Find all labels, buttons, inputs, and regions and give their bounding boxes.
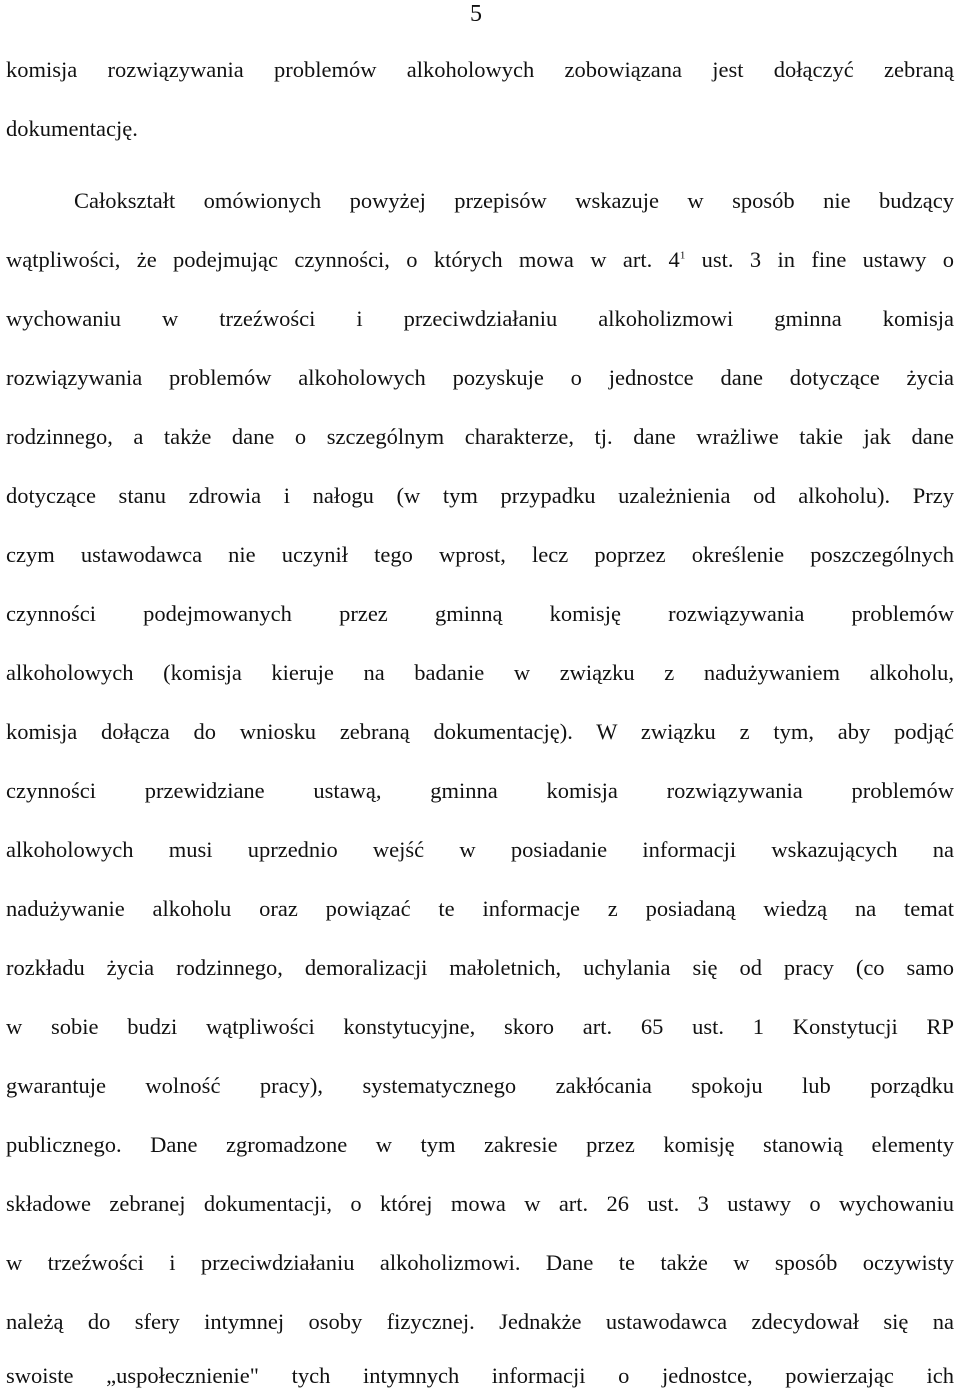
- text-line: alkoholowych (komisja kieruje na badanie w związku z nadużywaniem alkoholu,: [6, 660, 954, 685]
- text-line: rozkładu życia rodzinnego, demoralizacji małoletnich, uchylania się od pracy (co samo: [6, 955, 954, 980]
- text-line: gwarantuje wolność pracy), systematycznego zakłócania spokoju lub porządku: [6, 1073, 954, 1098]
- text-line: wychowaniu w trzeźwości i przeciwdziałaniu alkoholizmowi gminna komisja: [6, 306, 954, 331]
- text-line: czynności podejmowanych przez gminną komisję rozwiązywania problemów: [6, 601, 954, 626]
- text-line: rodzinnego, a także dane o szczególnym charakterze, tj. dane wrażliwe takie jak dane: [6, 424, 954, 449]
- text-line: czym ustawodawca nie uczynił tego wprost, lecz poprzez określenie poszczególnych: [6, 542, 954, 567]
- text-line: [6, 245, 954, 275]
- text-line: dokumentację.: [6, 116, 138, 141]
- text-line: rozwiązywania problemów alkoholowych pozyskuje o jednostce dane dotyczące życia: [6, 365, 954, 390]
- text-segment: wątpliwości, że podejmując czynności, o których mowa w art. 4: [6, 247, 680, 272]
- text-line: komisja dołącza do wniosku zebraną dokumentację). W związku z tym, aby podjąć: [6, 719, 954, 744]
- text-line: w trzeźwości i przeciwdziałaniu alkoholizmowi. Dane te także w sposób oczywisty: [6, 1250, 954, 1275]
- page-number: 5: [470, 1, 482, 27]
- text-line: w sobie budzi wątpliwości konstytucyjne, skoro art. 65 ust. 1 Konstytucji RP: [6, 1014, 954, 1039]
- text-line: dotyczące stanu zdrowia i nałogu (w tym przypadku uzależnienia od alkoholu). Przy: [6, 483, 954, 508]
- text-line: komisja rozwiązywania problemów alkoholowych zobowiązana jest dołączyć zebraną: [6, 57, 954, 82]
- text-segment: ust. 3 in fine ustawy o: [685, 247, 954, 272]
- text-line: swoiste „uspołecznienie" tych intymnych informacji o jednostce, powierzając ich: [6, 1363, 954, 1388]
- text-line: alkoholowych musi uprzednio wejść w posiadanie informacji wskazujących na: [6, 837, 954, 862]
- text-line: należą do sfery intymnej osoby fizycznej. Jednakże ustawodawca zdecydował się na: [6, 1309, 954, 1334]
- text-line: składowe zebranej dokumentacji, o której mowa w art. 26 ust. 3 ustawy o wychowaniu: [6, 1191, 954, 1216]
- text-line: czynności przewidziane ustawą, gminna komisja rozwiązywania problemów: [6, 778, 954, 803]
- text-line: Całokształt omówionych powyżej przepisów wskazuje w sposób nie budzący: [74, 188, 954, 213]
- superscript: 1: [679, 249, 686, 262]
- text-line: nadużywanie alkoholu oraz powiązać te informacje z posiadaną wiedzą na temat: [6, 896, 954, 921]
- text-line: publicznego. Dane zgromadzone w tym zakresie przez komisję stanowią elementy: [6, 1132, 954, 1157]
